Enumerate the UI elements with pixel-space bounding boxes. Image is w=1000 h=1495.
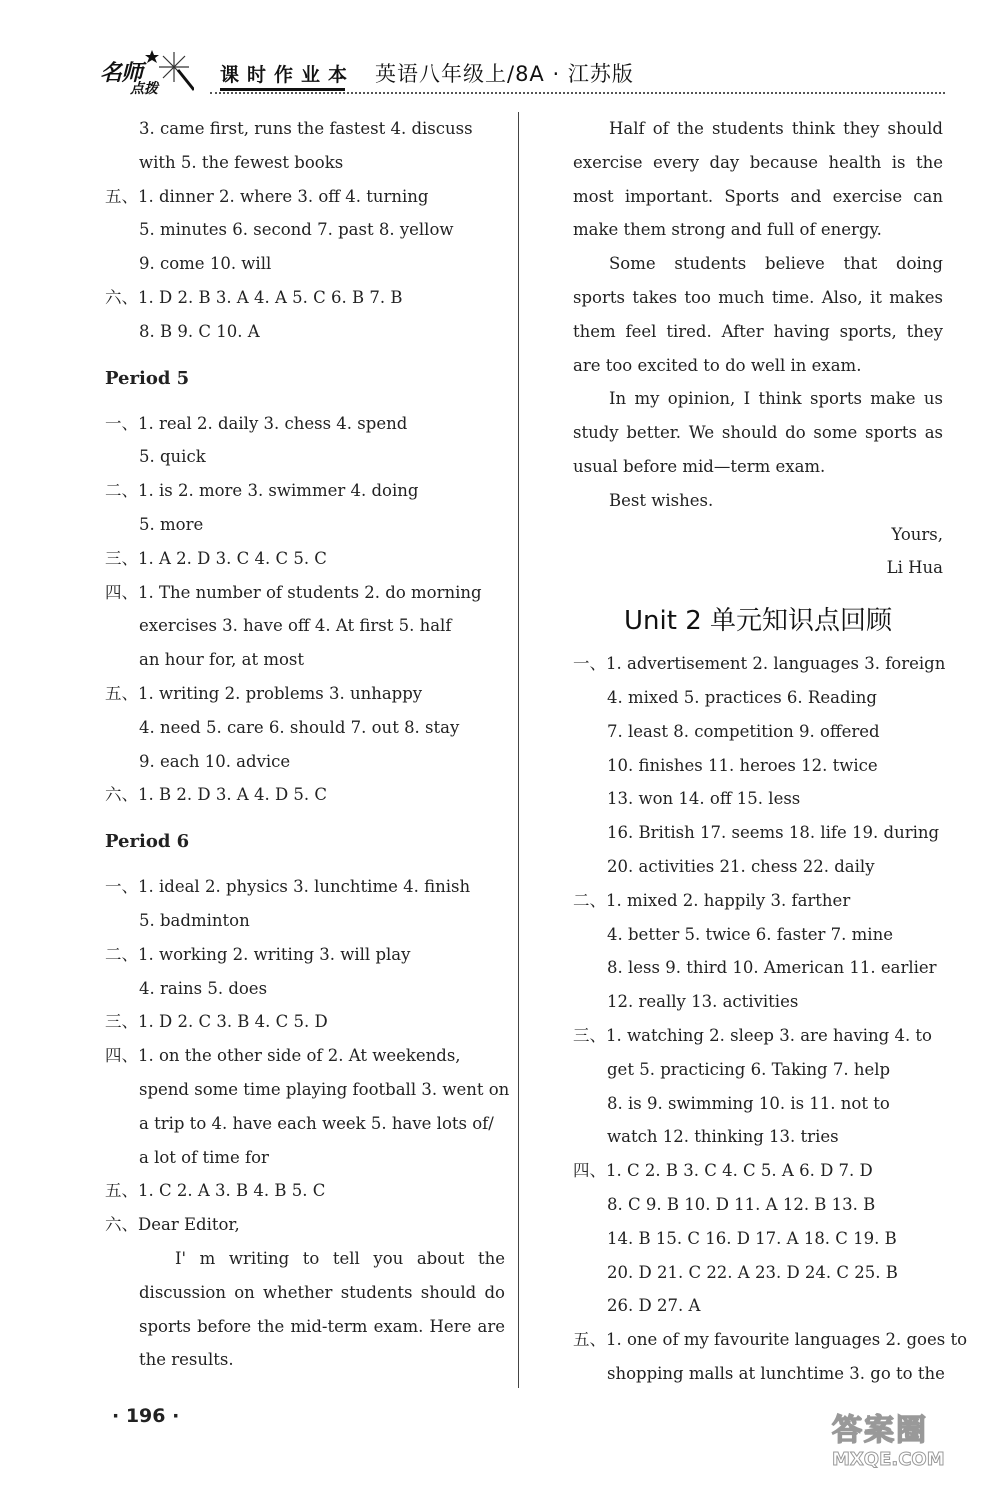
answer-line: 3. came first, runs the fastest 4. discuss — [139, 119, 473, 138]
answer-block-period4 — [105, 112, 505, 349]
answer-line: 13. won 14. off 15. less — [607, 789, 801, 809]
letter-sign-off: Yours, — [891, 524, 943, 544]
book-title: 英语八年级上/8A · 江苏版 — [375, 62, 634, 86]
answer-line: 4. need 5. care 6. should 7. out 8. stay — [139, 717, 460, 737]
answer-line: a lot of time for — [139, 1147, 269, 1167]
header-underline — [220, 88, 345, 91]
letter-opening — [105, 1242, 505, 1377]
publisher-logo — [100, 48, 210, 96]
answer-line: 二、1. mixed 2. happily 3. farther — [573, 890, 851, 910]
answer-line: spend some time playing football 3. went on — [139, 1079, 510, 1099]
answer-line: a trip to 4. have each week 5. have lots of/ — [139, 1113, 494, 1133]
star-icon — [144, 48, 194, 92]
answer-line: 一、1. advertisement 2. languages 3. foreign — [573, 654, 946, 674]
letter-signature: Li Hua — [886, 558, 943, 578]
answer-line: 12. really 13. activities — [607, 992, 799, 1012]
answer-line: 4. better 5. twice 6. faster 7. mine — [607, 924, 893, 944]
letter-paragraph-1: Half of the students think they should exercise every day because health is the most important. Sports and exercise can make them strong and full of energy. — [573, 119, 943, 240]
answer-line: 26. D 27. A — [607, 1296, 701, 1316]
answer-line: 四、1. on the other side of 2. At weekends, — [105, 1046, 461, 1066]
answer-line: watch 12. thinking 13. tries — [607, 1127, 839, 1147]
period6-heading: Period 6 — [105, 831, 190, 853]
answer-line: exercises 3. have off 4. At first 5. half — [139, 616, 452, 636]
answer-line: 五、1. C 2. A 3. B 4. B 5. C — [105, 1181, 326, 1201]
letter-closing: Best wishes. — [609, 490, 714, 510]
answer-line: 9. come 10. will — [139, 254, 272, 274]
answer-line: 8. less 9. third 10. American 11. earlier — [607, 958, 937, 978]
answer-line: 4. mixed 5. practices 6. Reading — [607, 687, 877, 707]
answer-line: 8. is 9. swimming 10. is 11. not to — [607, 1093, 890, 1113]
answer-line: 一、1. real 2. daily 3. chess 4. spend — [105, 413, 408, 433]
answer-line: 六、1. B 2. D 3. A 4. D 5. C — [105, 785, 328, 805]
answer-line: 五、1. one of my favourite languages 2. goes to — [573, 1330, 968, 1350]
answer-line: 8. B 9. C 10. A — [139, 321, 260, 341]
answer-line: 三、1. D 2. C 3. B 4. C 5. D — [105, 1012, 328, 1032]
watermark-top-text: 答案圈 — [832, 1413, 928, 1448]
answer-line: 四、1. C 2. B 3. C 4. C 5. A 6. D 7. D — [573, 1161, 873, 1181]
answer-line: 二、1. is 2. more 3. swimmer 4. doing — [105, 481, 419, 501]
logo-subtext: 点拨 — [130, 81, 158, 97]
answer-line: 三、1. watching 2. sleep 3. are having 4. to — [573, 1025, 932, 1045]
answer-line: 5. more — [139, 514, 204, 534]
answer-line: 五、1. dinner 2. where 3. off 4. turning — [105, 186, 429, 206]
right-column — [573, 112, 968, 1391]
watermark-logo — [832, 1405, 982, 1487]
answer-line: 三、1. A 2. D 3. C 4. C 5. C — [105, 548, 327, 568]
answer-line: 5. badminton — [139, 910, 250, 930]
answer-line: 二、1. working 2. writing 3. will play — [105, 944, 411, 964]
answer-line: 五、1. writing 2. problems 3. unhappy — [105, 683, 423, 703]
answer-line: 20. activities 21. chess 22. daily — [607, 856, 875, 876]
answer-line: get 5. practicing 6. Taking 7. help — [607, 1059, 891, 1079]
answer-line: 16. British 17. seems 18. life 19. during — [607, 823, 940, 843]
left-column — [105, 112, 510, 1377]
answer-line: 10. finishes 11. heroes 12. twice — [607, 755, 878, 775]
page-header — [100, 44, 945, 96]
period5-heading: Period 5 — [105, 367, 190, 389]
letter-paragraph-2: Some students believe that doing sports takes too much time. Also, it makes them feel tired. After having sports, they are too excited to do well in exam. — [573, 254, 943, 375]
answer-line: 4. rains 5. does — [139, 978, 268, 998]
answer-line: 7. least 8. competition 9. offered — [607, 721, 880, 741]
answer-line: 20. D 21. C 22. A 23. D 24. C 25. B — [607, 1262, 898, 1282]
letter-paragraph-3: In my opinion, I think sports make us study better. We should do some sports as usual before mid—term exam. — [573, 389, 943, 476]
answer-block-unit2 — [573, 647, 968, 1391]
logo-text: 名师 — [100, 60, 143, 86]
page-number: · 196 · — [112, 1405, 180, 1427]
answer-line: 六、1. D 2. B 3. A 4. A 5. C 6. B 7. B — [105, 287, 403, 307]
header-dotted-rule — [210, 92, 945, 94]
answer-block-period6 — [105, 870, 510, 1242]
answer-line: an hour for, at most — [139, 650, 305, 670]
answer-line: 5. minutes 6. second 7. past 8. yellow — [139, 220, 454, 240]
column-divider — [518, 112, 519, 1388]
answer-line: 四、1. The number of students 2. do morning — [105, 582, 482, 602]
answer-line: 8. C 9. B 10. D 11. A 12. B 13. B — [607, 1194, 876, 1214]
answer-block-period5 — [105, 407, 505, 813]
answer-line: 5. quick — [139, 447, 206, 467]
answer-line: 14. B 15. C 16. D 17. A 18. C 19. B — [607, 1228, 897, 1248]
unit-review-title: Unit 2 单元知识点回顾 — [624, 606, 892, 637]
answer-line: 六、Dear Editor, — [105, 1215, 240, 1235]
letter-opening-text: I' m writing to tell you about the discussion on whether students should do sports before the mid-term exam. Here are the results. — [139, 1248, 505, 1370]
answer-line: shopping malls at lunchtime 3. go to the — [607, 1363, 945, 1383]
answer-line: with 5. the fewest books — [139, 152, 344, 172]
answer-line: 一、1. ideal 2. physics 3. lunchtime 4. finish — [105, 877, 471, 897]
watermark-bottom-text: MXQE.COM — [832, 1449, 945, 1470]
series-title: 课时作业本 — [220, 64, 356, 86]
answer-line: 9. each 10. advice — [139, 751, 291, 771]
